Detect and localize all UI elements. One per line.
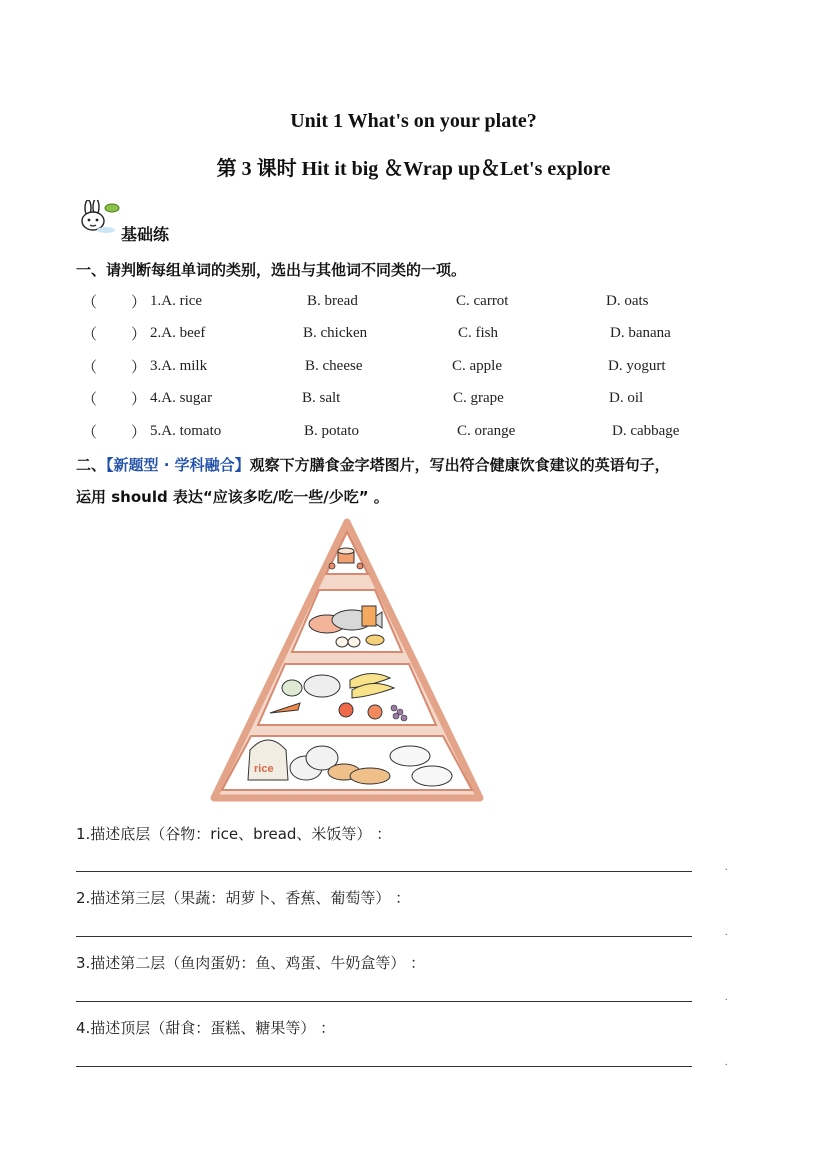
answer-paren-open: （ [82, 425, 98, 441]
question-2: 2.描述第三层（果蔬：胡萝卜、香蕉、葡萄等） ： [76, 889, 411, 907]
question-3: 3.描述第二层（鱼肉蛋奶：鱼、鸡蛋、牛奶盒等） ： [76, 954, 426, 972]
part2-heading-line2: 运用 should 表达“应该多吃/吃一些/少吃” 。 [76, 488, 389, 506]
option-c: C. fish [458, 325, 499, 341]
option-a: 4.A. sugar [150, 390, 213, 406]
worksheet-title: Unit 1 What's on your plate? [290, 110, 537, 132]
answer-line-3[interactable] [76, 1001, 692, 1002]
option-a: 3.A. milk [150, 358, 208, 374]
answer-paren-close: ） [131, 327, 147, 343]
food-pyramid-image [210, 518, 484, 804]
answer-paren-open: （ [82, 392, 98, 408]
option-c: C. carrot [456, 293, 509, 309]
answer-paren-close: ） [131, 295, 147, 311]
option-d: D. oats [606, 293, 649, 309]
option-a: 5.A. tomato [150, 423, 222, 439]
option-c: C. apple [452, 358, 502, 374]
answer-line-4[interactable] [76, 1066, 692, 1067]
option-d: D. oil [609, 390, 644, 406]
question-type-tag: 【新题型 · 学科融合】 [106, 456, 250, 474]
cartoon-rabbit-icon [76, 200, 120, 234]
option-c: C. grape [453, 390, 504, 406]
part2-heading [76, 454, 670, 475]
option-b: B. bread [307, 293, 358, 309]
option-b: B. salt [302, 390, 341, 406]
answer-paren-close: ） [131, 425, 147, 441]
end-mark: . [725, 862, 728, 873]
answer-paren-open: （ [82, 295, 98, 311]
option-d: D. cabbage [612, 423, 680, 439]
option-d: D. banana [610, 325, 671, 341]
option-d: D. yogurt [608, 358, 666, 374]
option-a: 2.A. beef [150, 325, 206, 341]
option-b: B. cheese [305, 358, 363, 374]
option-a: 1.A. rice [150, 293, 203, 309]
question-4: 4.描述顶层（甜食：蛋糕、糖果等） ： [76, 1019, 336, 1037]
option-b: B. chicken [303, 325, 368, 341]
answer-paren-close: ） [131, 360, 147, 376]
part2-heading-text: 观察下方膳食金字塔图片，写出符合健康饮食建议的英语句子， [249, 456, 670, 474]
rice-sack-label: rice [254, 763, 274, 775]
option-b: B. potato [304, 423, 359, 439]
part1-heading: 一、请判断每组单词的类别，选出与其他词不同类的一项。 [76, 261, 467, 279]
option-c: C. orange [457, 423, 516, 439]
end-mark: . [725, 992, 728, 1003]
part2-prefix: 二、 [76, 456, 107, 474]
question-1: 1.描述底层（谷物：rice、bread、米饭等） ： [76, 825, 392, 843]
end-mark: . [725, 927, 728, 938]
section-label: 基础练 [121, 225, 170, 244]
answer-line-1[interactable] [76, 871, 692, 872]
end-mark: . [725, 1057, 728, 1068]
answer-paren-close: ） [131, 392, 147, 408]
lesson-subtitle: 第 3 课时 Hit it big ＆Wrap up＆Let's explore [216, 158, 611, 180]
answer-paren-open: （ [82, 327, 98, 343]
answer-paren-open: （ [82, 360, 98, 376]
answer-line-2[interactable] [76, 936, 692, 937]
